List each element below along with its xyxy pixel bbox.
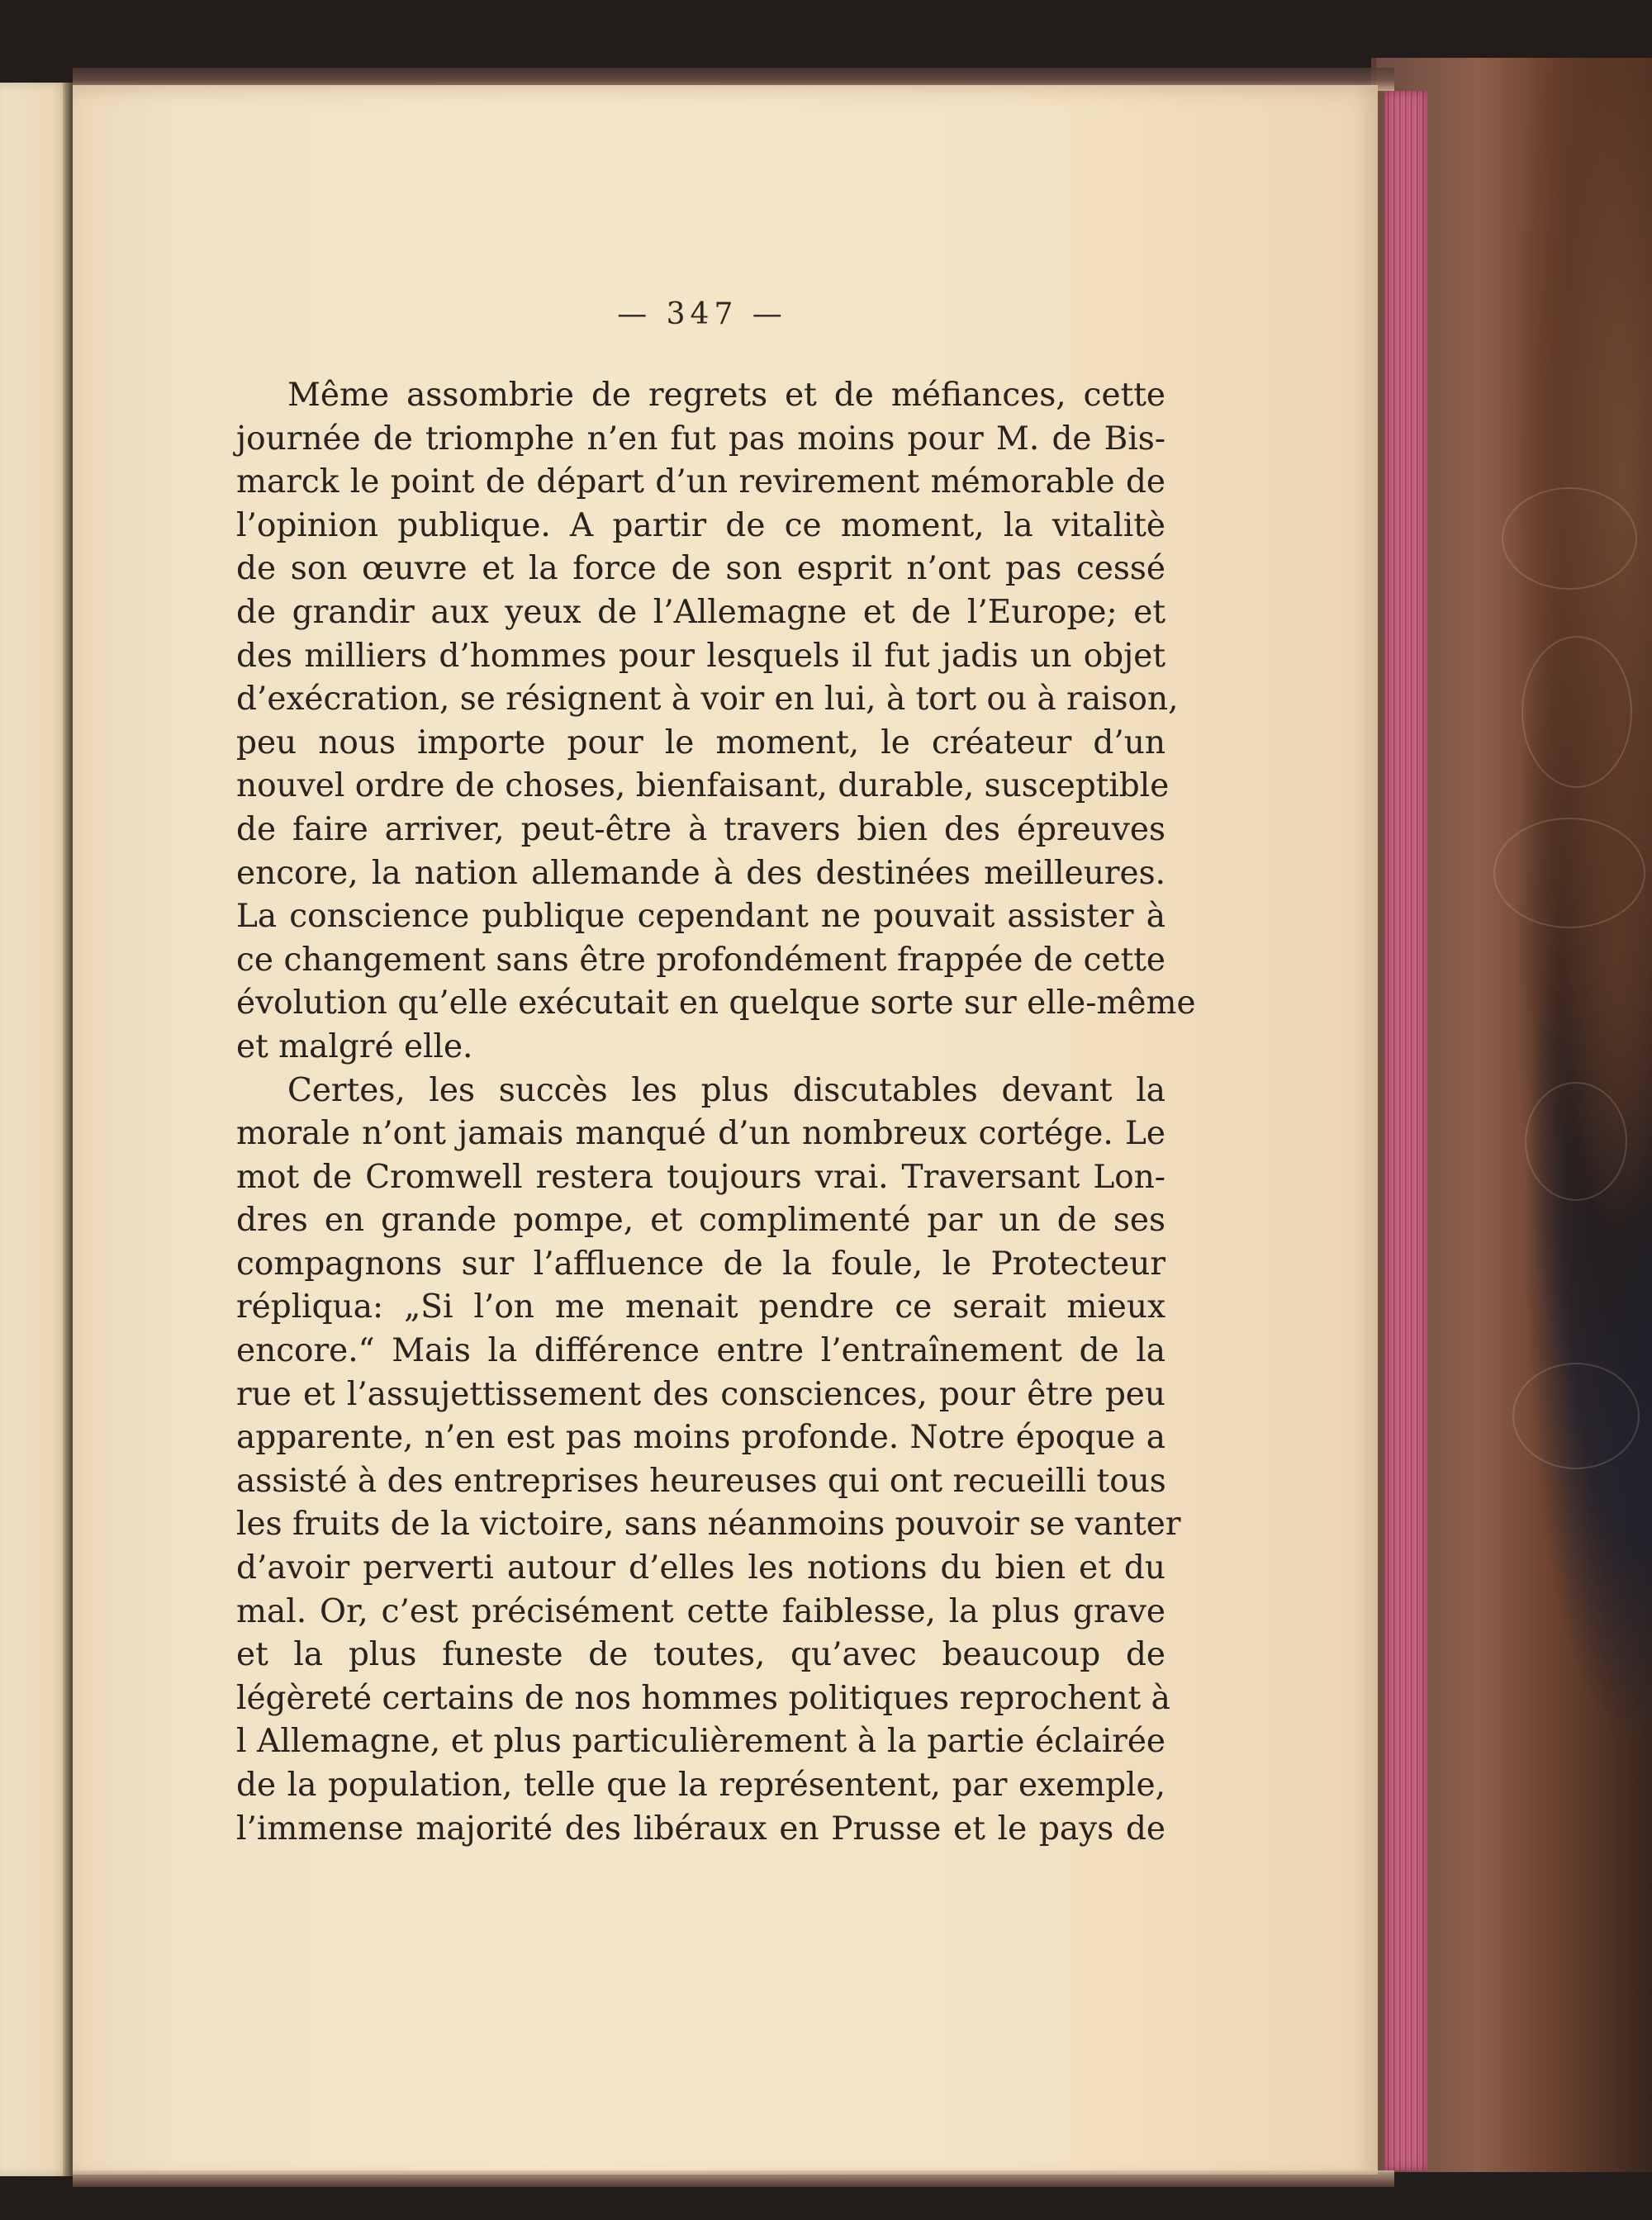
text-line: répliqua: „Si l’on me menait pendre ce serait mieux	[236, 1288, 1165, 1326]
text-line: de faire arriver, peut-être à travers bien des épreuves	[236, 810, 1165, 848]
body-text	[236, 374, 1196, 1851]
text-line: Certes, les succès les plus discutables devant la	[287, 1071, 1165, 1109]
marbling-swirl	[1512, 1363, 1640, 1469]
text-line: et la plus funeste de toutes, qu’avec beaucoup de	[236, 1636, 1165, 1674]
marbling-swirl	[1493, 818, 1645, 928]
text-line: de grandir aux yeux de l’Allemagne et de l’Europe; et	[236, 593, 1165, 631]
text-line: encore, la nation allemande à des destinées meilleures.	[236, 854, 1165, 892]
text-line: ce changement sans être profondément frappée de cette	[236, 941, 1165, 979]
text-line: l’opinion publique. A partir de ce moment, la vitalitè	[236, 506, 1165, 544]
text-line: des milliers d’hommes pour lesquels il fut jadis un objet	[236, 637, 1165, 675]
marbling-swirl	[1525, 1082, 1627, 1201]
text-line: assisté à des entreprises heureuses qui ont recueilli tous	[236, 1462, 1166, 1500]
page-bottom-edge	[73, 2170, 1394, 2187]
text-line: rue et l’assujettissement des consciences, pour être peu	[236, 1375, 1165, 1413]
left-page-edge	[0, 83, 73, 2176]
text-line: journée de triomphe n’en fut pas moins pour M. de Bis-	[236, 420, 1165, 458]
text-line: l’immense majorité des libéraux en Prusse et le pays de	[236, 1810, 1165, 1848]
page-number: — 347 —	[617, 297, 787, 331]
text-line: évolution qu’elle exécutait en quelque sorte sur elle-même	[236, 984, 1196, 1022]
text-line: légèreté certains de nos hommes politiques reprochent à	[236, 1679, 1170, 1717]
text-line: l Allemagne, et plus particulièrement à la partie éclairée	[236, 1723, 1165, 1761]
text-line: apparente, n’en est pas moins profonde. Notre époque a	[236, 1419, 1165, 1457]
text-line: Même assombrie de regrets et de méfiances, cette	[287, 377, 1165, 414]
text-line: morale n’ont jamais manqué d’un nombreux cortége. Le	[236, 1115, 1165, 1153]
text-line: dres en grande pompe, et complimenté par un de ses	[236, 1202, 1165, 1240]
text-line: La conscience publique cependant ne pouvait assister à	[236, 898, 1165, 936]
marbling-swirl	[1502, 487, 1637, 590]
text-line: compagnons sur l’affluence de la foule, le Protecteur	[236, 1245, 1165, 1283]
text-line: d’exécration, se résignent à voir en lui, à tort ou à raison,	[236, 681, 1179, 719]
text-line: nouvel ordre de choses, bienfaisant, durable, susceptible	[236, 767, 1170, 805]
text-line: de son œuvre et la force de son esprit n’ont pas cessé	[236, 550, 1165, 588]
marbling-swirl	[1521, 636, 1632, 788]
text-line: de la population, telle que la représentent, par exemple,	[236, 1767, 1165, 1804]
text-line: mal. Or, c’est précisément cette faiblesse, la plus grave	[236, 1592, 1165, 1630]
text-line: d’avoir perverti autour d’elles les notions du bien et du	[236, 1549, 1165, 1587]
text-line: mot de Cromwell restera toujours vrai. Traversant Lon-	[236, 1158, 1165, 1196]
text-line: marck le point de départ d’un revirement mémorable de	[236, 463, 1165, 501]
text-line: encore.“ Mais la différence entre l’entraînement de la	[236, 1332, 1165, 1370]
red-page-edge	[1384, 91, 1427, 2170]
text-line: peu nous importe pour le moment, le créateur d’un	[236, 723, 1165, 761]
text-line: les fruits de la victoire, sans néanmoins pouvoir se vanter	[236, 1506, 1181, 1544]
text-line: et malgré elle.	[236, 1027, 473, 1065]
